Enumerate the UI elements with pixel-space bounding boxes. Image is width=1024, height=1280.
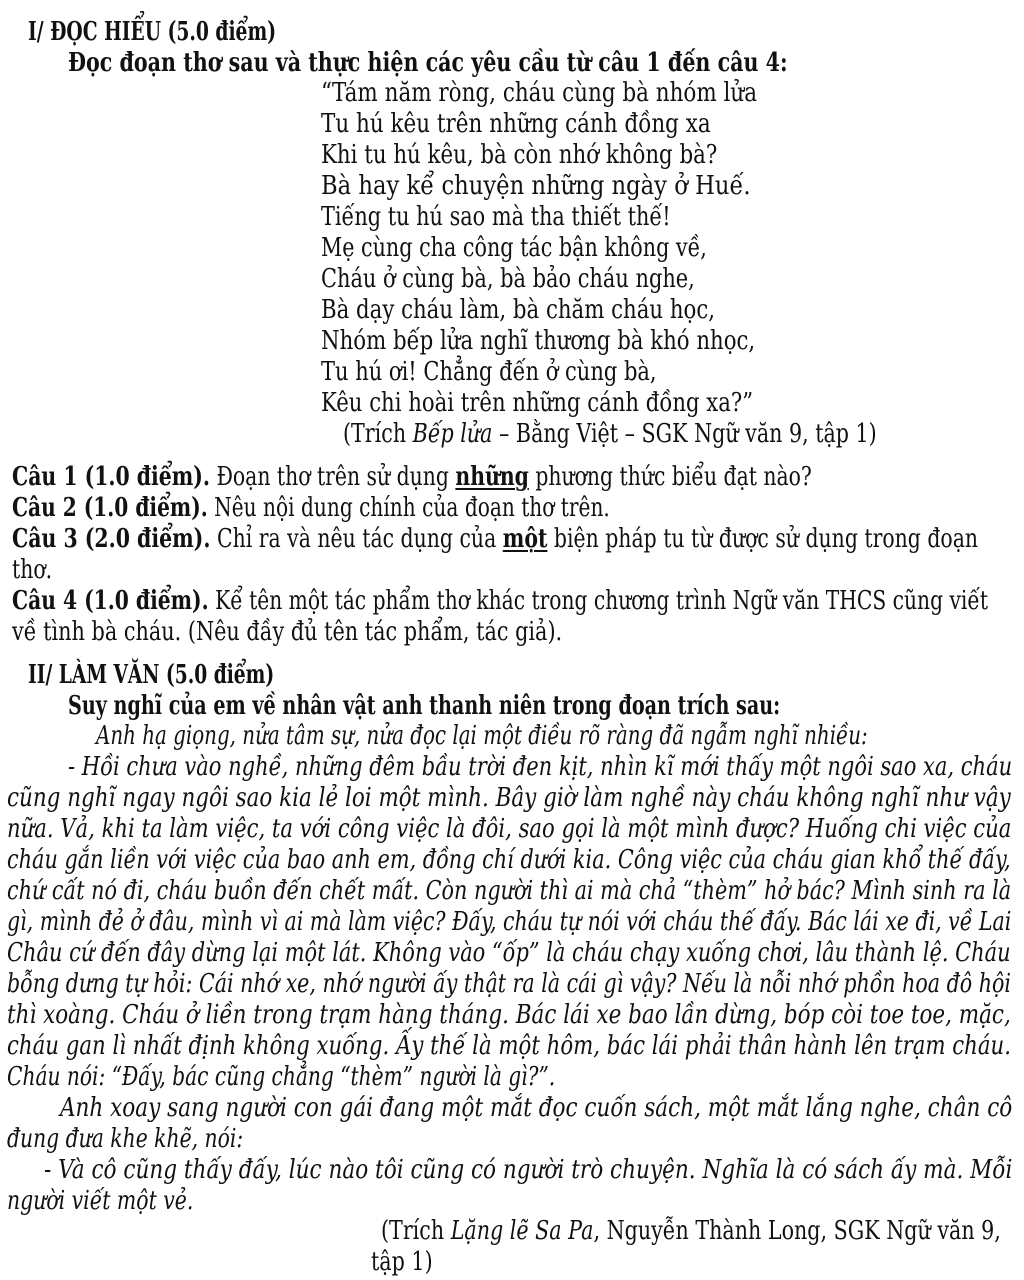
question-2: Câu 2 (1.0 điểm). Nêu nội dung chính của đoạn thơ trên. [12,493,610,523]
passage-line: gì, mình đẻ ở đâu, mình vì ai mà làm việc? Đấy, cháu tự nói với cháu thế đấy. Bác lái xe đi, về Lai [7,907,1012,937]
question-4-label: Câu 4 (1.0 điểm). [12,586,209,616]
poem-line: Cháu ở cùng bà, bà bảo cháu nghe, [321,264,695,294]
passage-line: Anh hạ giọng, nửa tâm sự, nửa đọc lại một điều rõ ràng đã ngẫm nghĩ nhiều: [96,721,868,751]
question-3-continuation: thơ. [12,555,53,585]
question-1-label: Câu 1 (1.0 điểm). [12,462,210,492]
poem-line: Kêu chi hoài trên những cánh đồng xa?” [321,388,754,418]
poem-line: Khi tu hú kêu, bà còn nhớ không bà? [321,140,718,170]
passage-line: chứ cất nó đi, cháu buồn đến chết mất. Còn người thì ai mà chả “thèm” hở bác? Mình sinh ra là [7,876,1012,906]
poem-line: Bà dạy cháu làm, bà chăm cháu học, [321,295,715,325]
question-1: Câu 1 (1.0 điểm). Đoạn thơ trên sử dụng những phương thức biểu đạt nào? [12,462,812,492]
passage-line: đung đưa khe khẽ, nói: [7,1124,244,1154]
question-3: Câu 3 (2.0 điểm). Chỉ ra và nêu tác dụng của một biện pháp tu từ được sử dụng trong đoạn [12,524,979,554]
passage-line: thì xoàng. Cháu ở liền trong trạm hàng tháng. Bác lái xe bao lần dừng, bóp còi toe toe, mặc, [7,1000,1011,1030]
passage-line: cũng nghĩ ngay ngôi sao kia lẻ loi một mình. Bây giờ làm nghề này cháu không nghĩ như vậy [7,783,1011,813]
passage-line: bỗng dưng tự hỏi: Cái nhớ xe, nhớ người ấy thật ra là cái gì vậy? Nếu là nỗi nhớ phồn hoa đô hội [7,969,1011,999]
passage-line: - Hồi chưa vào nghề, những đêm bầu trời đen kịt, nhìn kĩ mới thấy một ngôi sao xa, cháu [68,752,1013,782]
passage-line: nữa. Vả, khi ta làm việc, ta với công việc là đôi, sao gọi là một mình được? Huống chi việc của [7,814,1012,844]
passage-line: Châu cứ đến đây dừng lại một lát. Không vào “ốp” là cháu chạy xuống chơi, lâu thành lệ. Cháu [7,938,1011,968]
poem-source-title: Bếp lửa [412,419,493,449]
poem-line: “Tám năm ròng, cháu cùng bà nhóm lửa [321,78,758,108]
part1-instruction: Đọc đoạn thơ sau và thực hiện các yêu cầu từ câu 1 đến câu 4: [68,48,788,78]
passage-line: người viết một vẻ. [7,1186,194,1216]
poem-line: Tu hú ơi! Chẳng đến ở cùng bà, [321,357,657,387]
question-4: Câu 4 (1.0 điểm). Kể tên một tác phẩm thơ khác trong chương trình Ngữ văn THCS cũng viết [12,586,988,616]
question-4-continuation: về tình bà cháu. (Nêu đầy đủ tên tác phẩm, tác giả). [12,617,563,647]
question-1-emphasis: những [455,462,529,492]
passage-line: cháu gắn liền với việc của bao anh em, đồng chí dưới kia. Công việc của cháu gian khổ thế đấy, [7,845,1011,875]
part2-heading: II/ LÀM VĂN (5.0 điểm) [28,660,275,690]
passage-line: - Và cô cũng thấy đấy, lúc nào tôi cũng có người trò chuyện. Nghĩa là có sách ấy mà. Mỗi [44,1155,1013,1185]
passage-line: Cháu nói: “Đấy, bác cũng chẳng “thèm” người là gì?”. [7,1062,556,1092]
part1-heading: I/ ĐỌC HIỂU (5.0 điểm) [28,17,277,47]
question-2-label: Câu 2 (1.0 điểm). [12,493,208,523]
passage-source-title: Lặng lẽ Sa Pa [450,1216,594,1246]
poem-line: Nhóm bếp lửa nghĩ thương bà khó nhọc, [321,326,756,356]
poem-line: Tu hú kêu trên những cánh đồng xa [321,109,711,139]
poem-line: Tiếng tu hú sao mà tha thiết thế! [321,202,671,232]
question-3-label: Câu 3 (2.0 điểm). [12,524,211,554]
passage-source: (Trích Lặng lẽ Sa Pa, Nguyễn Thành Long, SGK Ngữ văn 9, [381,1216,1001,1246]
passage-source-continuation: tập 1) [371,1247,433,1277]
part2-prompt: Suy nghĩ của em về nhân vật anh thanh niên trong đoạn trích sau: [68,691,781,721]
poem-line: Mẹ cùng cha công tác bận không về, [321,233,707,263]
poem-source: (Trích Bếp lửa – Bằng Việt – SGK Ngữ văn 9, tập 1) [343,419,877,449]
question-3-emphasis: một [502,524,548,554]
passage-line: Anh xoay sang người con gái đang một mắt đọc cuốn sách, một mắt lắng nghe, chân cô [60,1093,1013,1123]
passage-line: cháu gan lì nhất định không xuống. Ấy thế là một hôm, bác lái phải thân hành lên trạm cháu. [7,1031,1011,1061]
poem-line: Bà hay kể chuyện những ngày ở Huế. [321,171,751,201]
